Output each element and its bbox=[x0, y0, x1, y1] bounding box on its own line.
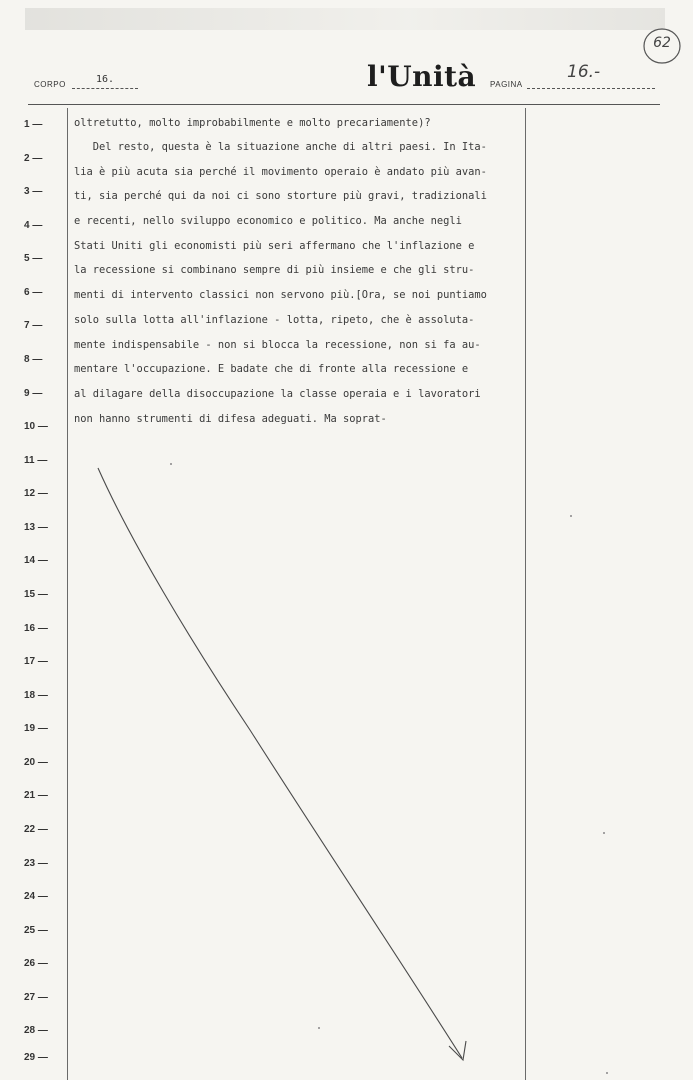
line-number: 26 — bbox=[24, 958, 48, 969]
line-number: 21 — bbox=[24, 790, 48, 801]
line-number: 6 — bbox=[24, 287, 43, 298]
text-line: la recessione si combinano sempre di più insieme e che gli stru- bbox=[74, 264, 475, 276]
pagina-value: 16.- bbox=[567, 62, 601, 82]
line-number: 22 — bbox=[24, 824, 48, 835]
text-line: mentare l'occupazione. E badate che di fronte alla recessione e bbox=[74, 363, 469, 375]
corpo-value: 16. bbox=[72, 74, 138, 89]
line-number: 16 — bbox=[24, 623, 48, 634]
text-line: oltretutto, molto improbabilmente e molto precariamente)? bbox=[74, 117, 431, 129]
text-line: menti di intervento classici non servono più.[Ora, se noi puntiamo bbox=[74, 289, 487, 301]
scan-speck bbox=[170, 463, 172, 465]
line-number: 12 — bbox=[24, 488, 48, 499]
line-number: 29 — bbox=[24, 1052, 48, 1063]
corpo-label: CORPO bbox=[34, 80, 66, 89]
masthead-logo: l'Unità bbox=[367, 60, 477, 93]
line-number: 2 — bbox=[24, 153, 43, 164]
line-number: 19 — bbox=[24, 723, 48, 734]
line-number: 14 — bbox=[24, 555, 48, 566]
text-line: non hanno strumenti di difesa adeguati. Ma soprat- bbox=[74, 413, 387, 425]
line-number: 13 — bbox=[24, 522, 48, 533]
line-number: 7 — bbox=[24, 320, 43, 331]
scan-speck bbox=[318, 1027, 320, 1029]
line-number: 20 — bbox=[24, 757, 48, 768]
line-number: 3 — bbox=[24, 186, 43, 197]
line-number: 17 — bbox=[24, 656, 48, 667]
scan-speck bbox=[603, 832, 605, 834]
text-line: al dilagare della disoccupazione la classe operaia e i lavoratori bbox=[74, 388, 481, 400]
text-line: mente indispensabile - non si blocca la recessione, non si fa au- bbox=[74, 339, 481, 351]
text-line: Stati Uniti gli economisti più seri affermano che l'inflazione e bbox=[74, 240, 475, 252]
line-number: 28 — bbox=[24, 1025, 48, 1036]
line-number: 4 — bbox=[24, 220, 43, 231]
text-line: lia è più acuta sia perché il movimento operaio è andato più avan- bbox=[74, 166, 487, 178]
scan-speck bbox=[570, 515, 572, 517]
line-number: 25 — bbox=[24, 925, 48, 936]
line-number: 18 — bbox=[24, 690, 48, 701]
line-number: 23 — bbox=[24, 858, 48, 869]
line-number: 8 — bbox=[24, 354, 43, 365]
text-line: solo sulla lotta all'inflazione - lotta, ripeto, che è assoluta- bbox=[74, 314, 475, 326]
line-number: 9 — bbox=[24, 388, 43, 399]
line-number: 1 — bbox=[24, 119, 43, 130]
line-number: 15 — bbox=[24, 589, 48, 600]
line-number: 10 — bbox=[24, 421, 48, 432]
line-number: 11 — bbox=[24, 455, 48, 466]
line-number: 24 — bbox=[24, 891, 48, 902]
text-line: e recenti, nello sviluppo economico e politico. Ma anche negli bbox=[74, 215, 462, 227]
pagina-label: PAGINA bbox=[490, 80, 523, 89]
text-line: Del resto, questa è la situazione anche di altri paesi. In Ita- bbox=[74, 141, 487, 153]
sheet-number: 62 bbox=[653, 35, 671, 51]
line-number: 27 — bbox=[24, 992, 48, 1003]
line-number: 5 — bbox=[24, 253, 43, 264]
text-line: ti, sia perché qui da noi ci sono storture più gravi, tradizionali bbox=[74, 190, 487, 202]
scan-speck bbox=[606, 1072, 608, 1074]
